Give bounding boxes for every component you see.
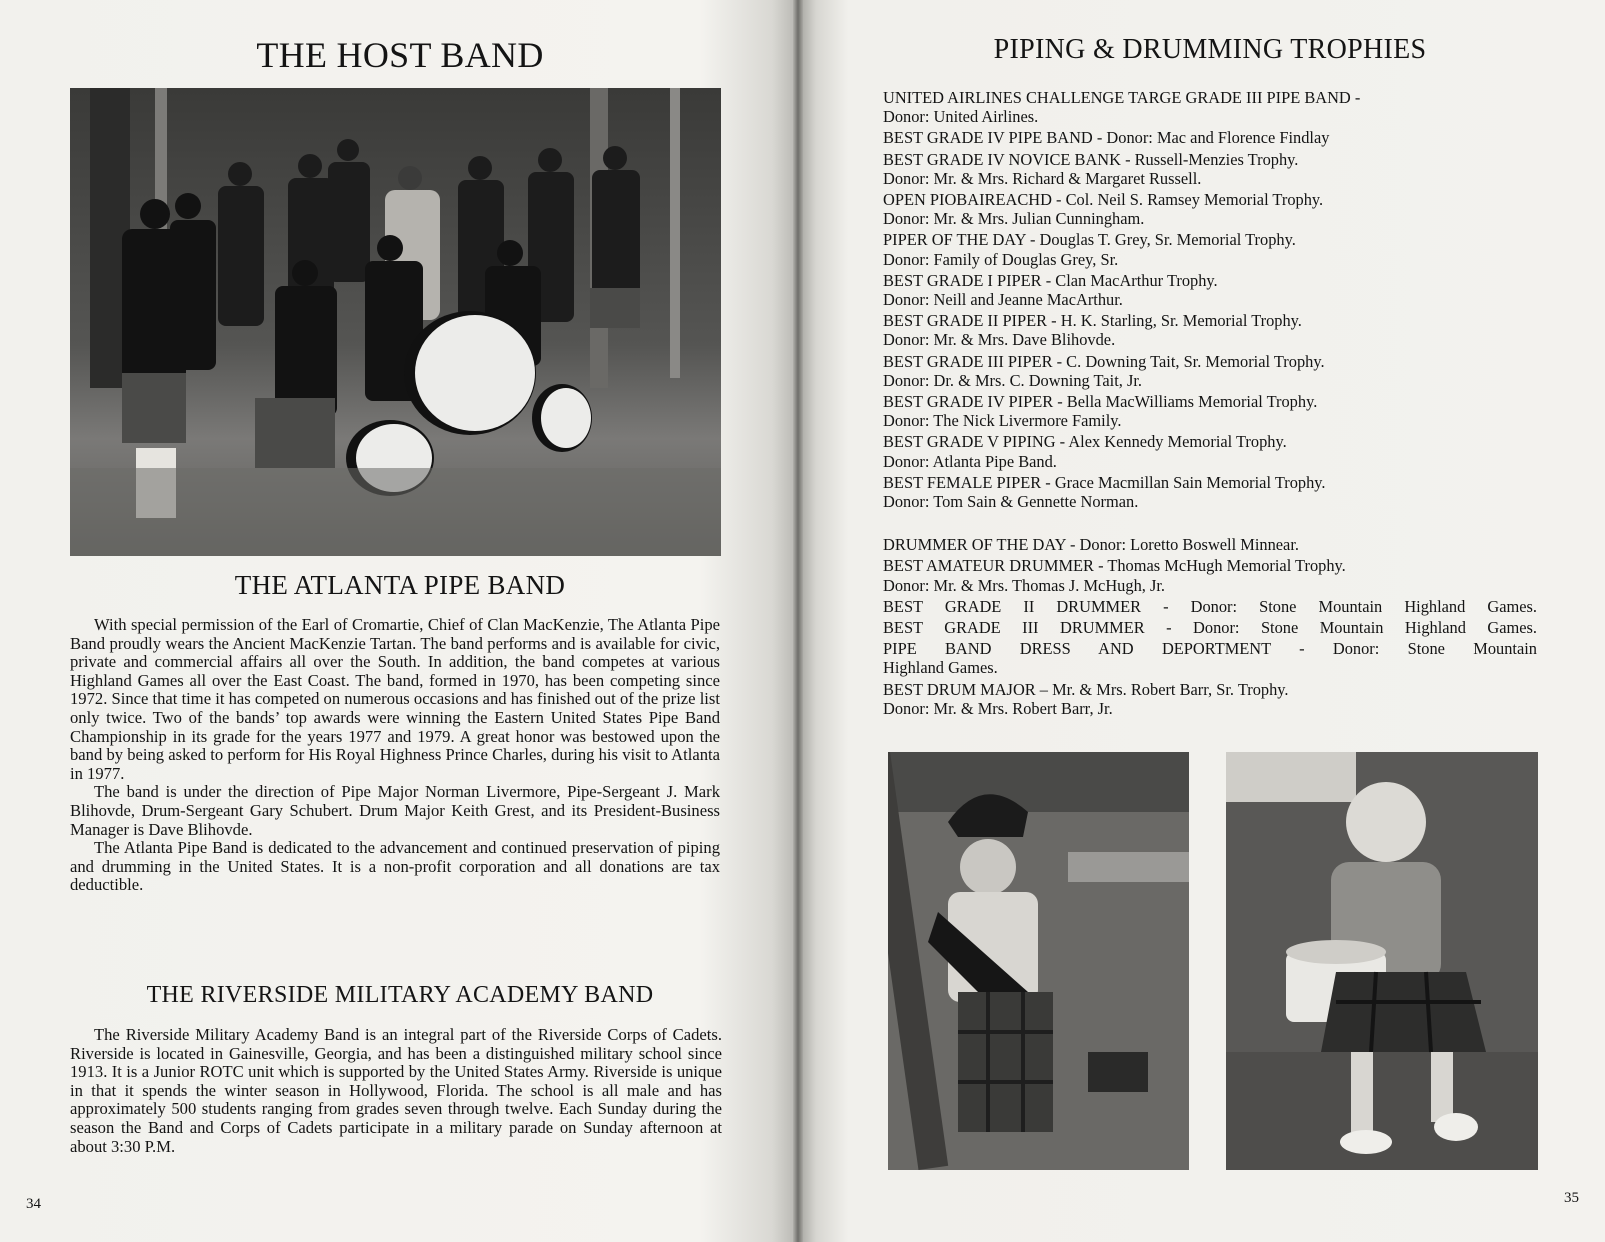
trophy-donor: Donor: United Airlines.	[883, 107, 1039, 127]
piping-trophies	[883, 88, 1537, 511]
trophy-entry	[883, 128, 1537, 147]
trophy-name: DRUMMER OF THE DAY - Donor: Loretto Boswell Minnear.	[883, 535, 1299, 555]
trophy-entry	[883, 473, 1537, 511]
trophy-entry	[883, 88, 1537, 126]
trophy-donor: Donor: Dr. & Mrs. C. Downing Tait, Jr.	[883, 370, 1142, 390]
trophy-name: BEST GRADE II DRUMMER - Donor: Stone Mountain Highland Games.	[883, 596, 1537, 616]
trophy-donor: Donor: Mr. & Mrs. Julian Cunningham.	[883, 209, 1145, 229]
trophy-entry	[883, 392, 1537, 430]
trophy-name: BEST GRADE I PIPER - Clan MacArthur Trophy.	[883, 270, 1218, 290]
trophy-entry	[883, 230, 1537, 268]
trophy-name: BEST DRUM MAJOR – Mr. & Mrs. Robert Barr, Sr. Trophy.	[883, 679, 1289, 699]
toddler-drummer-photo	[1226, 752, 1538, 1170]
trophy-entry	[883, 352, 1537, 390]
trophy-donor: Donor: Tom Sain & Gennette Norman.	[883, 492, 1139, 512]
trophy-donor: Donor: Mr. & Mrs. Robert Barr, Jr.	[883, 698, 1113, 718]
atlanta-pipe-band-heading: THE ATLANTA PIPE BAND	[234, 570, 566, 600]
trophy-entry	[883, 190, 1537, 228]
trophy-donor: Donor: The Nick Livermore Family.	[883, 411, 1122, 431]
trophy-entry	[883, 680, 1537, 718]
trophy-entry	[883, 618, 1537, 637]
trophy-donor: Donor: Atlanta Pipe Band.	[883, 451, 1057, 471]
section-gap	[883, 513, 1537, 535]
trophy-name: BEST GRADE IV NOVICE BANK - Russell-Menzies Trophy.	[883, 149, 1299, 169]
trophy-entry	[883, 311, 1537, 349]
atlanta-paragraph: The Atlanta Pipe Band is dedicated to the advancement and continued preservation of piping and drumming in the United States. It is a non-profit corporation and all donations are tax deductible.	[70, 838, 720, 895]
trophy-name: BEST GRADE V PIPING - Alex Kennedy Memorial Trophy.	[883, 432, 1287, 452]
boy-piper-photo	[888, 752, 1189, 1170]
trophy-list	[883, 88, 1537, 720]
trophy-entry	[883, 535, 1537, 554]
trophy-name: PIPE BAND DRESS AND DEPORTMENT - Donor: Stone Mountain	[883, 639, 1537, 659]
band-group-photo	[70, 88, 721, 556]
trophy-entry	[883, 556, 1537, 594]
host-band-title: THE HOST BAND	[256, 35, 544, 75]
trophy-entry	[883, 597, 1537, 616]
riverside-band-heading: THE RIVERSIDE MILITARY ACADEMY BAND	[146, 982, 654, 1008]
book-gutter	[793, 0, 803, 1242]
riverside-paragraph: The Riverside Military Academy Band is an integral part of the Riverside Corps of Cadets. Riverside is located in Gainesville, Georgia, and has been a distinguished military school since 1913. It is a Junior ROTC unit which is supported by the United States Army. Riverside is unique in that it spends the winter season in Hollywood, Florida. The school is all male and has approximately 500 students ranging from grades seven through twelve. Each Sunday during the season the Band and Corps of Cadets participate in a military parade on Sunday afternoon at about 3:30 P.M.	[70, 1025, 722, 1156]
drumming-trophies	[883, 535, 1537, 718]
trophy-donor: Highland Games.	[883, 658, 998, 678]
trophy-name: OPEN PIOBAIREACHD - Col. Neil S. Ramsey Memorial Trophy.	[883, 190, 1324, 210]
trophy-name: BEST GRADE IV PIPER - Bella MacWilliams Memorial Trophy.	[883, 392, 1318, 412]
atlanta-paragraph: With special permission of the Earl of Cromartie, Chief of Clan MacKenzie, The Atlanta Pipe Band proudly wears the Ancient MacKenzie Tartan. The band performs and is available for civic, private and commercial affairs all over the South. In addition, the band competes at various Highland Games all over the East Coast. The band, formed in 1970, has been competing since 1972. Since that time it has competed on numerous occasions and has finished out of the prize list only twice. Two of the bands’ top awards were winning the Eastern United States Pipe Band Championship in its grade for the years 1977 and 1979. A great honor was bestowed upon the band by being asked to perform for His Royal Highness Prince Charles, during his visit to Atlanta in 1977.	[70, 615, 720, 783]
trophy-entry	[883, 639, 1537, 677]
atlanta-paragraph: The band is under the direction of Pipe Major Norman Livermore, Pipe-Sergeant J. Mark Blihovde, Drum-Sergeant Gary Schubert. Drum Major Keith Grest, and its President-Business Manager is Dave Blihovde.	[70, 782, 720, 839]
trophy-entry	[883, 150, 1537, 188]
atlanta-pipe-band-text	[70, 616, 720, 895]
trophy-donor: Donor: Family of Douglas Grey, Sr.	[883, 249, 1119, 269]
trophy-name: BEST GRADE III DRUMMER - Donor: Stone Mountain Highland Games.	[883, 618, 1537, 638]
page-number-right: 35	[1564, 1190, 1579, 1206]
page-number-left: 34	[26, 1196, 41, 1212]
trophy-entry	[883, 432, 1537, 470]
trophy-name: BEST GRADE IV PIPE BAND - Donor: Mac and Florence Findlay	[883, 128, 1330, 148]
riverside-band-text	[70, 1026, 722, 1156]
trophy-name: BEST AMATEUR DRUMMER - Thomas McHugh Memorial Trophy.	[883, 556, 1346, 576]
trophy-name: BEST FEMALE PIPER - Grace Macmillan Sain Memorial Trophy.	[883, 472, 1326, 492]
trophy-name: BEST GRADE III PIPER - C. Downing Tait, Sr. Memorial Trophy.	[883, 351, 1325, 371]
trophy-donor: Donor: Mr. & Mrs. Thomas J. McHugh, Jr.	[883, 575, 1165, 595]
trophies-title: PIPING & DRUMMING TROPHIES	[993, 34, 1427, 65]
trophy-donor: Donor: Mr. & Mrs. Richard & Margaret Russell.	[883, 168, 1202, 188]
trophy-name: BEST GRADE II PIPER - H. K. Starling, Sr. Memorial Trophy.	[883, 311, 1302, 331]
trophy-entry	[883, 271, 1537, 309]
trophy-donor: Donor: Neill and Jeanne MacArthur.	[883, 290, 1123, 310]
trophy-name: UNITED AIRLINES CHALLENGE TARGE GRADE III PIPE BAND -	[883, 88, 1361, 107]
trophy-name: PIPER OF THE DAY - Douglas T. Grey, Sr. Memorial Trophy.	[883, 230, 1296, 250]
trophy-donor: Donor: Mr. & Mrs. Dave Blihovde.	[883, 330, 1116, 350]
